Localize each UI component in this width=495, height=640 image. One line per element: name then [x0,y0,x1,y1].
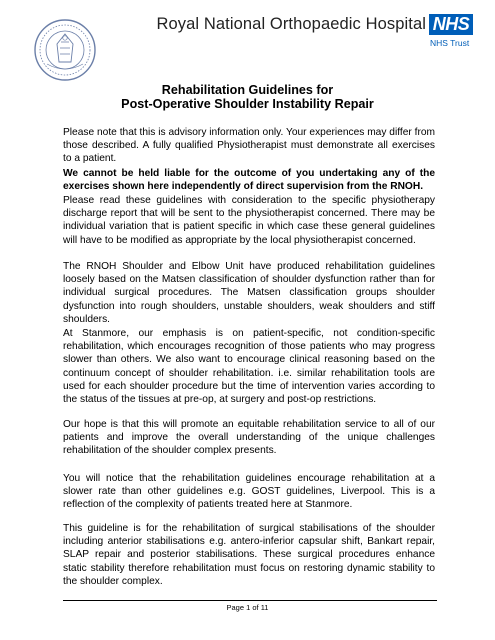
page-number: Page 1 of 11 [226,603,269,612]
paragraph-rate: You will notice that the rehabilitation guidelines encourage rehabilitation at a slower rate than other guidelines e.g. GOST guidelines, Liverpool. This is a reflection of the complexity of patients treated here at Stanmore. [63,473,435,511]
footer-divider [63,600,437,601]
paragraph-stanmore: At Stanmore, our emphasis is on patient-specific, not condition-specific rehabilitation, which encourages recognition of those patients who may progress slower than others. We also want to encourage clinical reasoning based on the continuum concept of shoulder rehabilitation. i.e. similar rehabilitation tools are used for each shoulder procedure but the time of intervention varies according to the status of the tissues at pre-op, at surgery and post-op restrictions. [63,328,435,406]
trust-label: NHS Trust [430,38,470,48]
paragraph-scope: This guideline is for the rehabilitation of surgical stabilisations of the shoulder including anterior stabilisations e.g. antero-inferior capsular shift, Bankart repair, SLAP repair and posterior stabilisations. These surgical procedures enhance static stability therefore rehabilitation must focus on restoring dynamic stability to the shoulder complex. [63,523,435,587]
hospital-seal-icon [33,18,97,82]
organisation-name: Royal National Orthopaedic Hospital [156,15,426,33]
nhs-logo: NHS [429,14,473,35]
paragraph-hope: Our hope is that this will promote an equitable rehabilitation service to all of our patients and improve the overall understanding of the unique challenges rehabilitation of the shoulder complex presents. [63,419,435,457]
paragraph-liability: We cannot be held liable for the outcome of you undertaking any of the exercises shown here independently of direct supervision from the RNOH. [63,168,435,193]
paragraph-discharge-report: Please read these guidelines with consideration to the specific physiotherapy discharge report that will be sent to the physiotherapist concerned. There may be individual variation that is patient specific in which case these general guidelines will have to be modified as appropriate by the local physiotherapist concerned. [63,195,435,246]
paragraph-matsen: The RNOH Shoulder and Elbow Unit have produced rehabilitation guidelines loosely based on the Matsen classification of shoulder dysfunction rather than for individual surgical procedures. The Matsen classification groups shoulder dysfunction into rough shoulders, unstable shoulders, weak shoulders and stiff shoulders. [63,261,435,325]
paragraph-advisory: Please note that this is advisory information only. Your experiences may differ from those described. A fully qualified Physiotherapist must demonstrate all exercises to a patient. [63,127,435,165]
document-title-line1: Rehabilitation Guidelines for [161,83,334,97]
document-title-line2: Post-Operative Shoulder Instability Repair [121,97,374,111]
